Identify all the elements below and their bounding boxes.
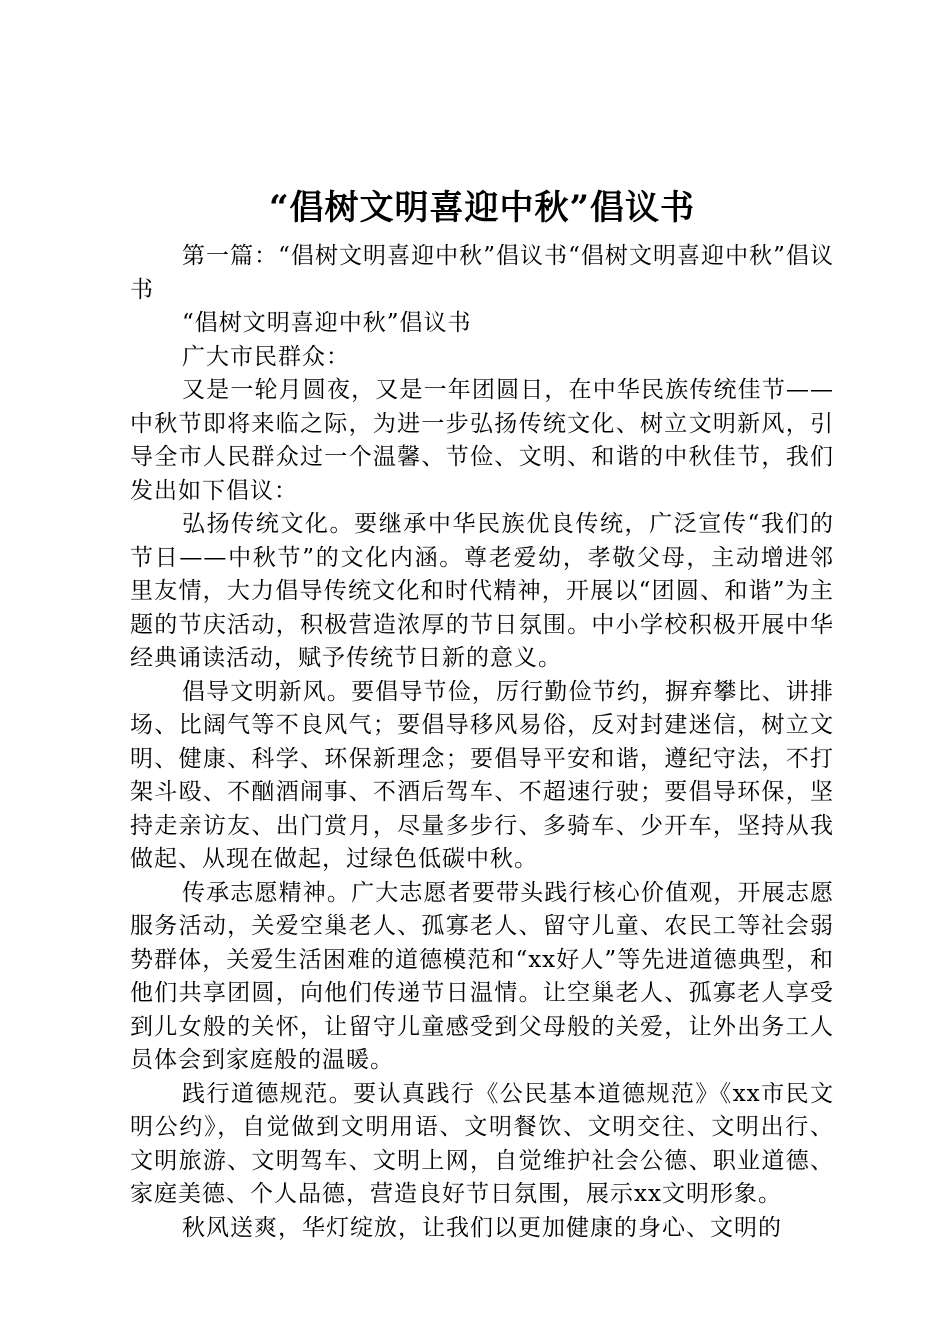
paragraph-intro: 又是一轮月圆夜，又是一年团圆日，在中华民族传统佳节——中秋节即将来临之际，为进一步弘扬传统文化、树立文明新风，引导全市人民群众过一个温馨、节俭、文明、和谐的中秋佳节，我们发出如下倡议： [130, 377, 834, 504]
paragraph-morality: 践行道德规范。要认真践行《公民基本道德规范》《xx市民文明公约》，自觉做到文明用语、文明餐饮、文明交往、文明出行、文明旅游、文明驾车、文明上网，自觉维护社会公德、职业道德、家庭美德、个人品德，营造良好节日氛围，展示xx文明形象。 [130, 1080, 834, 1207]
document-title: “倡树文明喜迎中秋”倡议书 [268, 188, 696, 228]
paragraph-subtitle: “倡树文明喜迎中秋”倡议书 [182, 310, 472, 336]
document-page [130, 182, 834, 1245]
paragraph-salutation: 广大市民群众： [182, 343, 350, 370]
paragraph-section-heading: 第一篇：“倡树文明喜迎中秋”倡议书“倡树文明喜迎中秋”倡议书 [130, 243, 834, 303]
paragraph-civility: 倡导文明新风。要倡导节俭，厉行勤俭节约，摒弃攀比、讲排场、比阔气等不良风气；要倡导移风易俗，反对封建迷信，树立文明、健康、科学、环保新理念；要倡导平安和谐，遵纪守法，不打架斗殴、不酗酒闹事、不酒后驾车、不超速行驶；要倡导环保，坚持走亲访友、出门赏月，尽量多步行、多骑车、少开车，坚持从我做起、从现在做起，过绿色低碳中秋。 [130, 678, 834, 872]
paragraph-closing: 秋风送爽，华灯绽放，让我们以更加健康的身心、文明的 [182, 1214, 782, 1241]
paragraph-volunteer: 传承志愿精神。广大志愿者要带头践行核心价值观，开展志愿服务活动，关爱空巢老人、孤寡老人、留守儿童、农民工等社会弱势群体，关爱生活困难的道德模范和“xx好人”等先进道德典型，和他们共享团圆，向他们传递节日温情。让空巢老人、孤寡老人享受到儿女般的关怀，让留守儿童感受到父母般的关爱，让外出务工人员体会到家庭般的温暖。 [130, 879, 834, 1073]
paragraph-tradition: 弘扬传统文化。要继承中华民族优良传统，广泛宣传“我们的节日——中秋节”的文化内涵。尊老爱幼，孝敬父母，主动增进邻里友情，大力倡导传统文化和时代精神，开展以“团圆、和谐”为主题的节庆活动，积极营造浓厚的节日氛围。中小学校积极开展中华经典诵读活动，赋予传统节日新的意义。 [130, 511, 834, 671]
